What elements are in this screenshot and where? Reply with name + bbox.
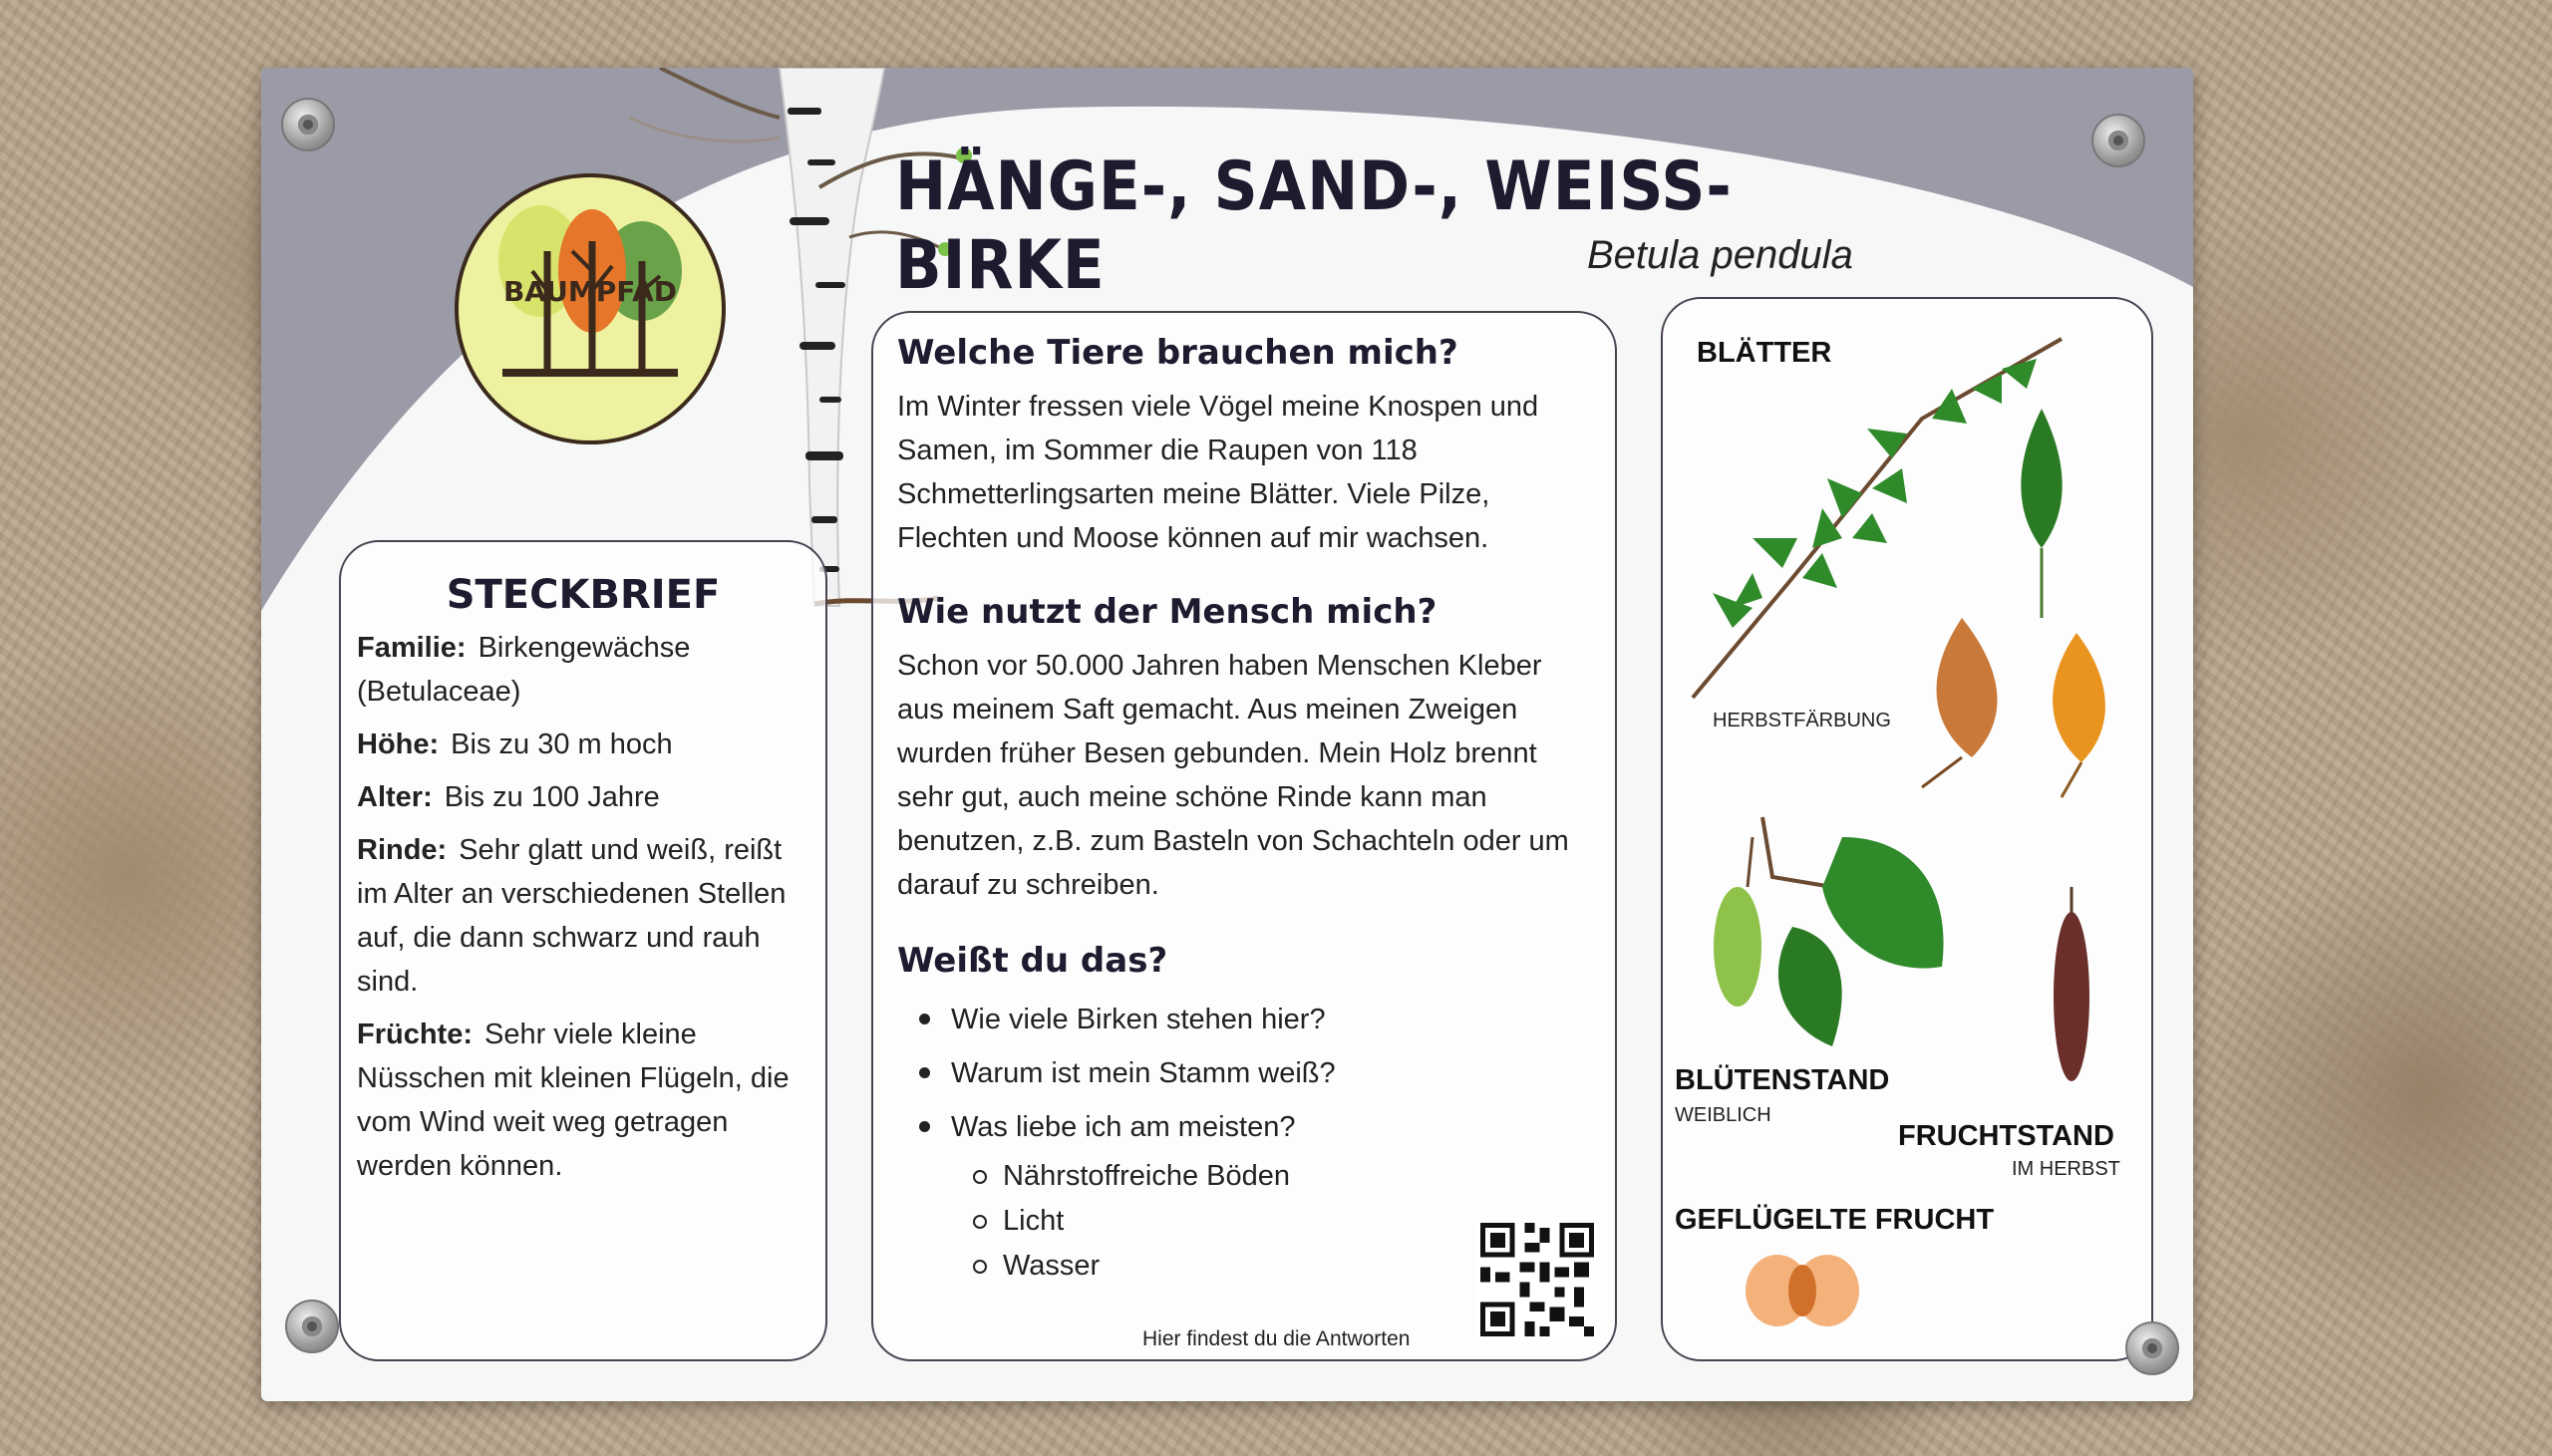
qr-caption: Hier findest du die Antworten [1142,1327,1411,1350]
steckbrief-body [357,626,815,1197]
entry-label: Höhe: [357,728,440,760]
section-text-humans: Schon vor 50.000 Jahren haben Menschen Kleber aus meinem Saft gemacht. Aus meinen Zweigen wurden früher Besen gebunden. Mein Holz brennt sehr gut, auch meine schöne Rinde kann man benutzen, z.B. zum Basteln von Schachteln oder um darauf zu schreiben. [897,650,1569,901]
label-blaetter: BLÄTTER [1697,337,1832,369]
steckbrief-entry-familie [357,626,815,714]
quiz-answer: Nährstoffreiche Böden [897,1154,1595,1199]
quiz-answer: Licht [897,1199,1595,1244]
info-content [897,333,1595,1289]
steckbrief-entry-hoehe [357,723,815,766]
entry-text: Birkengewächse (Betulaceae) [357,632,691,708]
catkin-leaves-illustration [1683,797,1982,1076]
section-heading-animals: Welche Tiere brauchen mich? [897,333,1458,373]
winged-seed-illustration [1743,1246,1862,1335]
page-title: HÄNGE-, SAND-, WEISS-BIRKE [895,147,1733,305]
quiz-question: Warum ist mein Stamm weiß? [897,1046,1595,1100]
steckbrief-title: STECKBRIEF [446,572,721,618]
plant-parts-panel [1661,297,2153,1361]
screw-icon [285,1300,339,1353]
steckbrief-entry-fruechte [357,1013,815,1188]
quiz-answer: Wasser [897,1244,1595,1289]
entry-text: Sehr viele kleine Nüsschen mit kleinen Flügeln, die vom Wind weit weg getragen werden können. [357,1019,790,1182]
logo-label: BAUMPFAD [502,275,678,308]
section-heading-humans: Wie nutzt der Mensch mich? [897,592,1437,632]
entry-label: Alter: [357,781,433,813]
quiz-question: Was liebe ich am meisten? [897,1100,1595,1154]
entry-label: Früchte: [357,1019,473,1050]
label-im-herbst: IM HERBST [2012,1158,2120,1180]
entry-text: Sehr glatt und weiß, reißt im Alter an verschiedenen Stellen auf, die dann schwarz und rauh sind. [357,834,787,998]
section-heading-quiz: Weißt du das? [897,941,1168,981]
entry-text: Bis zu 30 m hoch [451,728,673,760]
label-bluetenstand: BLÜTENSTAND [1675,1064,1890,1096]
entry-label: Rinde: [357,834,448,866]
screw-icon [2125,1321,2179,1375]
steckbrief-entry-rinde [357,828,815,1004]
entry-text: Bis zu 100 Jahre [444,781,660,813]
section-text-animals: Im Winter fressen viele Vögel meine Knospen und Samen, im Sommer die Raupen von 118 Schmetterlingsarten meine Blätter. Viele Pilze, Flechten und Moose können auf mir wachsen. [897,391,1539,554]
info-sign [261,68,2193,1401]
fruit-catkin-illustration [2042,887,2101,1086]
latin-name: Betula pendula [1587,233,1853,277]
label-gefluegelte-frucht: GEFLÜGELTE FRUCHT [1675,1204,1995,1236]
screw-icon [281,98,335,151]
label-weiblich: WEIBLICH [1675,1104,1771,1126]
quiz-question: Wie viele Birken stehen hier? [897,993,1595,1046]
entry-label: Familie: [357,632,467,664]
steckbrief-panel [339,540,827,1361]
baumpfad-logo [453,171,728,446]
autumn-leaves-illustration [1902,608,2141,807]
label-fruchtstand: FRUCHTSTAND [1898,1120,2114,1152]
info-panel [871,311,1617,1361]
qr-code[interactable] [1475,1218,1599,1341]
steckbrief-entry-alter [357,775,815,819]
screw-icon [2091,114,2145,167]
label-herbstfaerbung: HERBSTFÄRBUNG [1713,710,1891,731]
